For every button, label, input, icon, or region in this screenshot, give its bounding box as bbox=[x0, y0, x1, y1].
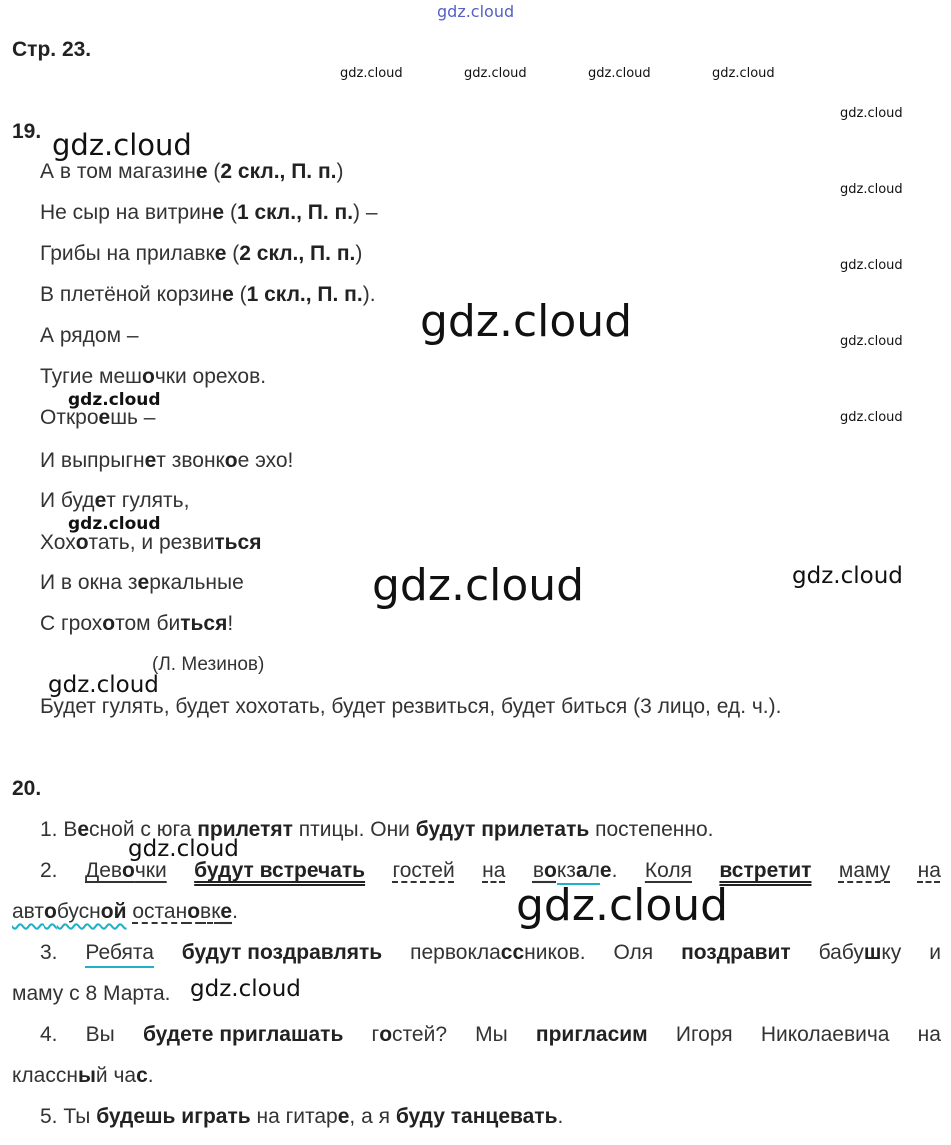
watermark-medium: gdz.cloud bbox=[68, 390, 161, 410]
watermark-medium: gdz.cloud bbox=[48, 672, 159, 698]
watermark-xlarge: gdz.cloud bbox=[372, 560, 585, 611]
watermark-top: gdz.cloud bbox=[437, 2, 515, 21]
sentence-4-line-2: классный час. bbox=[12, 1064, 154, 1087]
watermark-small: gdz.cloud bbox=[840, 334, 903, 349]
sentence-3-line-1: 3. Ребята будут поздравлять первоклассников. Оля поздравит бабушку и bbox=[12, 941, 941, 968]
page-reference: Стр. 23. bbox=[12, 38, 92, 61]
poem-line: И в окна зеркальные bbox=[40, 571, 244, 594]
watermark-small: gdz.cloud bbox=[840, 258, 903, 273]
watermark-small: gdz.cloud bbox=[588, 66, 651, 81]
watermark-small: gdz.cloud bbox=[840, 106, 903, 121]
watermark-xlarge: gdz.cloud bbox=[516, 880, 729, 931]
exercise-number: 19. bbox=[12, 120, 42, 143]
poem-line: Хохотать, и резвиться bbox=[40, 531, 262, 554]
sentence-2-line-2: автобусной остановке. bbox=[12, 900, 238, 923]
poem-line: И будет гулять, bbox=[40, 489, 190, 512]
poem-line: А рядом – bbox=[40, 324, 139, 347]
poem-line: Тугие мешочки орехов. bbox=[40, 365, 267, 388]
sentence-1: 1. Весной с юга прилетят птицы. Они будут прилетать постепенно. bbox=[40, 818, 714, 841]
sentence-2-line-1: 2. Девочки будут встречать гостей на вокзале. Коля встретит маму на bbox=[12, 859, 941, 883]
poem-author: (Л. Мезинов) bbox=[152, 654, 265, 675]
watermark-medium: gdz.cloud bbox=[128, 836, 239, 862]
sentence-5: 5. Ты будешь играть на гитаре, а я буду танцевать. bbox=[40, 1105, 564, 1128]
answer-text: Будет гулять, будет хохотать, будет резвиться, будет биться (3 лицо, ед. ч.). bbox=[40, 695, 782, 718]
watermark-small: gdz.cloud bbox=[340, 66, 403, 81]
watermark-medium: gdz.cloud bbox=[792, 563, 903, 589]
watermark-small: gdz.cloud bbox=[712, 66, 775, 81]
watermark-medium: gdz.cloud bbox=[190, 976, 301, 1002]
sentence-3-line-2: маму с 8 Марта. bbox=[12, 982, 171, 1005]
poem-line: С грохотом биться! bbox=[40, 612, 234, 635]
watermark-medium: gdz.cloud bbox=[68, 514, 161, 534]
poem-line: Не сыр на витрине (1 скл., П. п.) – bbox=[40, 201, 378, 224]
poem-line: А в том магазине (2 скл., П. п.) bbox=[40, 160, 344, 183]
poem-line: Грибы на прилавке (2 скл., П. п.) bbox=[40, 242, 363, 265]
watermark-small: gdz.cloud bbox=[464, 66, 527, 81]
poem-line: В плетёной корзине (1 скл., П. п.). bbox=[40, 283, 376, 306]
exercise-number: 20. bbox=[12, 777, 42, 800]
watermark-xlarge: gdz.cloud bbox=[420, 296, 633, 347]
poem-line: И выпрыгнет звонкое эхо! bbox=[40, 449, 294, 472]
watermark-small: gdz.cloud bbox=[840, 410, 903, 425]
watermark-large: gdz.cloud bbox=[52, 128, 192, 162]
sentence-4-line-1: 4. Вы будете приглашать гостей? Мы пригласим Игоря Николаевича на bbox=[40, 1023, 941, 1046]
watermark-small: gdz.cloud bbox=[840, 182, 903, 197]
poem-line: Откроешь – bbox=[40, 406, 156, 429]
